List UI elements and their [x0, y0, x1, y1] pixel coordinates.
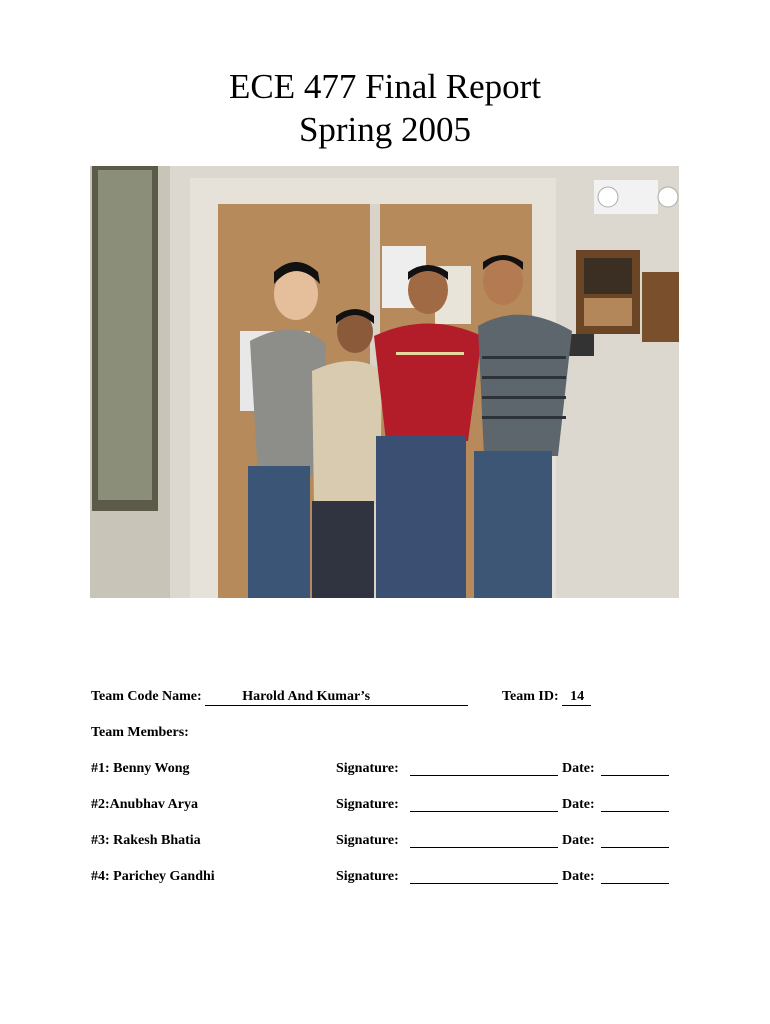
team-photo [90, 166, 679, 598]
team-id-label: Team ID: [502, 689, 559, 704]
team-photo-illustration [90, 166, 679, 598]
team-code-field[interactable] [205, 689, 468, 706]
team-code-row [91, 689, 468, 706]
member-1-signature-field[interactable] [410, 763, 558, 776]
light-lamp-left [598, 187, 618, 207]
member-2-signature-field[interactable] [410, 799, 558, 812]
plaque-inner [584, 258, 632, 294]
member-2-signature-label: Signature: [336, 797, 399, 812]
member-1-name: #1: Benny Wong [91, 761, 190, 776]
member-2-date-label: Date: [562, 797, 595, 812]
plaque-right [642, 272, 679, 342]
report-subtitle: Spring 2005 [298, 110, 472, 149]
room-sign [568, 334, 594, 356]
member-2-date-field[interactable] [601, 799, 669, 812]
member-4-name: #4: Parichey Gandhi [91, 869, 215, 884]
light-lamp-right [658, 187, 678, 207]
team-id-field[interactable] [562, 689, 591, 706]
member-4-date-label: Date: [562, 869, 595, 884]
team-id-value: 14 [570, 689, 585, 704]
team-id-row [502, 689, 591, 706]
member-3-date-field[interactable] [601, 835, 669, 848]
member-2-name: #2:Anubhav Arya [91, 797, 198, 812]
team-code-label: Team Code Name: [91, 689, 202, 704]
member-3-signature-label: Signature: [336, 833, 399, 848]
team-code-value: Harold And Kumar’s [242, 689, 371, 704]
member-3-signature-field[interactable] [410, 835, 558, 848]
report-title: ECE 477 Final Report [228, 67, 542, 106]
member-4-date-field[interactable] [601, 871, 669, 884]
member-1-date-field[interactable] [601, 763, 669, 776]
member-1-date-label: Date: [562, 761, 595, 776]
member-3-date-label: Date: [562, 833, 595, 848]
plaque-plate [584, 298, 632, 326]
member-1-signature-label: Signature: [336, 761, 399, 776]
member-4-signature-field[interactable] [410, 871, 558, 884]
window-pane [98, 170, 152, 500]
team-members-label: Team Members: [91, 725, 189, 740]
member-3-name: #3: Rakesh Bhatia [91, 833, 201, 848]
member-4-signature-label: Signature: [336, 869, 399, 884]
